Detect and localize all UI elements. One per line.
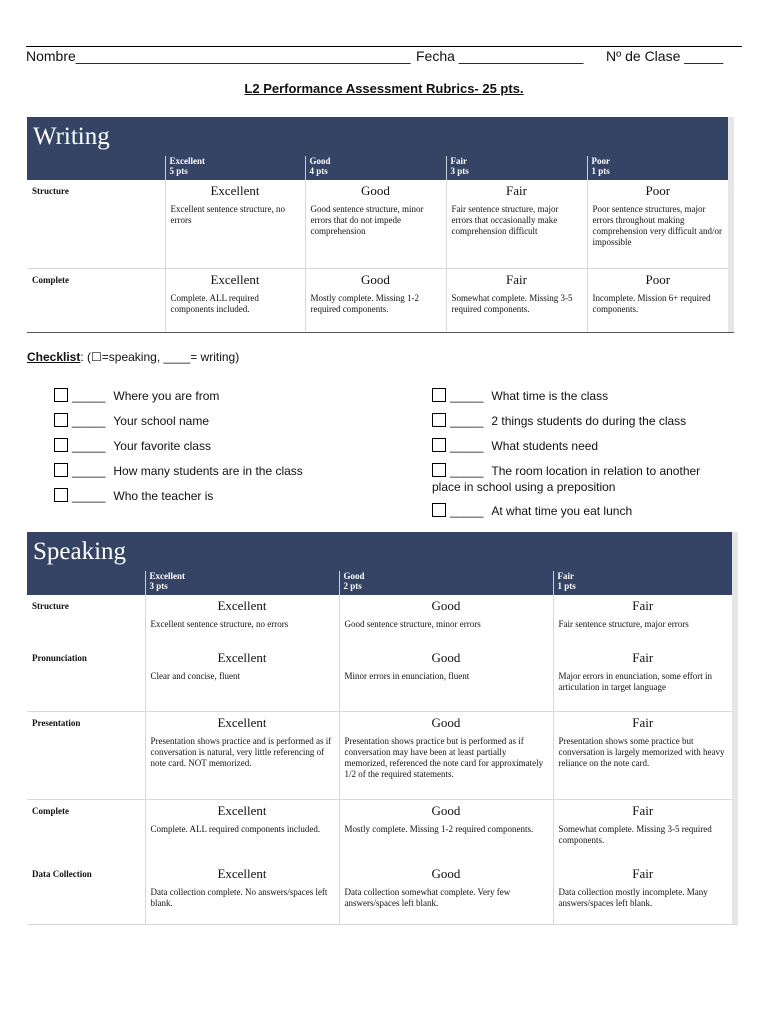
col-label: Fair xyxy=(557,571,574,581)
rubric-cell[interactable] xyxy=(553,711,732,799)
rubric-cell[interactable] xyxy=(165,268,305,331)
cell-title: Poor xyxy=(645,271,671,287)
cell-desc: Presentation shows some practice but conversation is largely memorized with heavy reliance on the note card. xyxy=(558,735,725,768)
row-label: Pronunciation xyxy=(32,653,87,663)
row-label: Structure xyxy=(32,601,69,611)
cell-desc: Somewhat complete. Missing 3-5 required components. xyxy=(451,292,573,314)
cell-title: Poor xyxy=(645,183,671,198)
col-pts: 4 pts xyxy=(309,166,328,176)
row-label: Presentation xyxy=(32,717,81,728)
rubric-cell[interactable] xyxy=(339,595,553,647)
row-label: Structure xyxy=(32,186,69,196)
checklist-item-text: What students need xyxy=(491,439,599,453)
checkbox-icon[interactable] xyxy=(54,438,68,452)
cell-desc: Clear and concise, fluent xyxy=(150,671,240,681)
row-label: Complete xyxy=(32,805,69,816)
col-label: Good xyxy=(343,571,365,581)
rubric-cell[interactable] xyxy=(446,180,587,268)
cell-title: Good xyxy=(361,183,390,198)
blank-line: _____ xyxy=(450,464,484,478)
fecha-field[interactable]: Fecha ________________ xyxy=(416,48,584,64)
cell-title: Excellent xyxy=(217,802,267,818)
checkbox-icon[interactable] xyxy=(432,463,446,477)
col-label: Excellent xyxy=(149,571,185,581)
cell-desc: Somewhat complete. Missing 3-5 required components. xyxy=(558,823,712,845)
checklist-legend: : (☐=speaking, ____= writing) xyxy=(80,350,240,364)
col-pts: 2 pts xyxy=(343,581,362,591)
rubric-cell[interactable] xyxy=(553,799,732,863)
writing-scrollbar[interactable] xyxy=(728,117,734,332)
writing-col-excellent xyxy=(165,156,305,180)
col-pts: 3 pts xyxy=(450,166,469,176)
speaking-row-complete xyxy=(27,799,732,863)
row-label-cell xyxy=(27,647,145,711)
rubric-cell[interactable] xyxy=(339,863,553,925)
rubric-cell[interactable] xyxy=(165,180,305,268)
cell-desc: Minor errors in enunciation, fluent xyxy=(344,671,470,681)
cell-desc: Presentation shows practice but is performed as if conversation may have been at least partially memorized, referenced the note card for approximately 1/2 of the required statements. xyxy=(344,735,544,779)
cell-title: Excellent xyxy=(210,271,260,287)
row-label: Complete xyxy=(32,274,69,285)
rubric-cell[interactable] xyxy=(145,647,339,711)
checklist-item-text: What time is the class xyxy=(491,389,609,403)
cell-desc: Data collection mostly incomplete. Many answers/spaces left blank. xyxy=(558,887,708,908)
col-pts: 1 pts xyxy=(591,166,610,176)
cell-title: Excellent xyxy=(217,714,267,730)
checklist-item[interactable] xyxy=(432,438,598,454)
cell-title: Good xyxy=(431,598,461,613)
cell-title: Good xyxy=(431,650,461,665)
writing-header-row xyxy=(27,156,728,180)
checklist-item[interactable] xyxy=(432,413,686,429)
row-label-cell xyxy=(27,799,145,863)
rubric-cell[interactable] xyxy=(339,711,553,799)
checkbox-icon[interactable] xyxy=(54,463,68,477)
checklist-item[interactable] xyxy=(54,413,209,429)
blank-line: _____ xyxy=(450,389,484,403)
cell-title: Excellent xyxy=(217,866,267,881)
checklist-item-text: How many students are in the class xyxy=(113,464,303,478)
page-title xyxy=(0,81,768,96)
row-label: Data Collection xyxy=(32,869,92,879)
speaking-row-pronunciation xyxy=(27,647,732,711)
col-pts: 1 pts xyxy=(557,581,576,591)
checklist-item[interactable] xyxy=(432,503,632,519)
checkbox-icon[interactable] xyxy=(432,503,446,517)
rubric-cell[interactable] xyxy=(553,647,732,711)
checklist-item-text: 2 things students do during the class xyxy=(491,414,687,428)
cell-desc: Mostly complete. Missing 1-2 required components. xyxy=(310,292,419,314)
checklist-item-text: Where you are from xyxy=(113,389,220,403)
checkbox-icon[interactable] xyxy=(54,413,68,427)
page-title-text: L2 Performance Assessment Rubrics- 25 pts. xyxy=(244,81,524,96)
rubric-cell[interactable] xyxy=(446,268,587,331)
rubric-cell[interactable] xyxy=(339,647,553,711)
checklist-item-text: At what time you eat lunch xyxy=(491,504,633,518)
speaking-row-structure xyxy=(27,595,732,647)
nombre-field[interactable]: Nombre___________________________________________ xyxy=(26,48,411,64)
header-fields xyxy=(26,48,742,64)
writing-row-structure xyxy=(27,180,728,268)
blank-line: _____ xyxy=(450,414,484,428)
checklist-item[interactable] xyxy=(54,388,219,404)
cell-desc: Good sentence structure, minor errors that do not impede comprehension xyxy=(310,204,424,236)
cell-desc: Data collection complete. No answers/spaces left blank. xyxy=(150,887,328,908)
cell-title: Fair xyxy=(506,271,527,287)
cell-desc: Excellent sentence structure, no errors xyxy=(150,619,289,629)
blank-line: _____ xyxy=(450,504,484,518)
checklist-item-text: Your school name xyxy=(113,414,209,428)
writing-col-poor xyxy=(587,156,728,180)
speaking-heading: Speaking xyxy=(27,532,738,571)
cell-title: Good xyxy=(431,866,461,881)
cell-desc: Complete. ALL required components included. xyxy=(170,292,259,314)
cell-desc: Presentation shows practice and is performed as if conversation is natural, very little referencing of note card. NOT memorized. xyxy=(150,735,332,768)
checklist-label xyxy=(27,350,239,364)
speaking-row-presentation xyxy=(27,711,732,799)
header-rule xyxy=(26,46,742,47)
speaking-row-data-collection xyxy=(27,863,732,925)
checklist-item[interactable] xyxy=(54,463,303,479)
checkbox-icon[interactable] xyxy=(432,388,446,402)
row-label-cell xyxy=(27,863,145,925)
cell-title: Fair xyxy=(632,714,654,730)
rubric-cell[interactable] xyxy=(145,711,339,799)
rubric-cell[interactable] xyxy=(587,268,728,331)
row-label-cell xyxy=(27,595,145,647)
checklist-item-text: Who the teacher is xyxy=(113,489,214,503)
cell-desc: Good sentence structure, minor errors xyxy=(344,619,481,629)
checklist-item-text: The room location in relation to another place in school using a preposition xyxy=(432,464,701,494)
rubric-cell[interactable] xyxy=(553,863,732,925)
col-label: Excellent xyxy=(169,156,205,166)
col-pts: 3 pts xyxy=(149,581,168,591)
rubric-cell[interactable] xyxy=(305,268,446,331)
blank-line: _____ xyxy=(72,389,106,403)
cell-title: Excellent xyxy=(210,183,260,198)
speaking-col-fair xyxy=(553,571,732,595)
writing-col-good xyxy=(305,156,446,180)
cell-title: Fair xyxy=(632,650,654,665)
rubric-cell[interactable] xyxy=(339,799,553,863)
cell-desc: Mostly complete. Missing 1-2 required components. xyxy=(344,823,534,834)
writing-table xyxy=(27,156,728,331)
row-label-cell xyxy=(27,180,165,268)
col-label: Fair xyxy=(450,156,467,166)
blank-line: _____ xyxy=(72,414,106,428)
writing-corner xyxy=(27,156,165,180)
checklist-item[interactable] xyxy=(432,463,732,495)
col-pts: 5 pts xyxy=(169,166,188,176)
writing-rubric xyxy=(27,117,734,333)
cell-desc: Complete. ALL required components included. xyxy=(150,823,321,834)
rubric-cell[interactable] xyxy=(553,595,732,647)
row-label-cell xyxy=(27,268,165,331)
row-label-cell xyxy=(27,711,145,799)
cell-title: Fair xyxy=(632,802,654,818)
cell-title: Fair xyxy=(506,183,527,198)
cell-title: Fair xyxy=(632,598,654,613)
cell-title: Good xyxy=(361,271,390,287)
checklist-title: Checklist xyxy=(27,350,81,364)
speaking-col-good xyxy=(339,571,553,595)
speaking-scrollbar[interactable] xyxy=(732,532,738,924)
col-label: Poor xyxy=(591,156,610,166)
checkbox-icon[interactable] xyxy=(432,438,446,452)
clase-field[interactable]: Nº de Clase _____ xyxy=(606,48,724,64)
cell-desc: Poor sentence structures, major errors throughout making comprehension very difficult and/or impossible xyxy=(592,204,723,247)
writing-col-fair xyxy=(446,156,587,180)
rubric-cell[interactable] xyxy=(145,863,339,925)
cell-desc: Incomplete. Mission 6+ required components. xyxy=(592,292,711,314)
checkbox-icon[interactable] xyxy=(54,388,68,402)
checkbox-icon[interactable] xyxy=(432,413,446,427)
rubric-cell[interactable] xyxy=(145,595,339,647)
writing-heading: Writing xyxy=(27,117,734,156)
rubric-cell[interactable] xyxy=(145,799,339,863)
cell-title: Excellent xyxy=(217,598,267,613)
cell-desc: Excellent sentence structure, no errors xyxy=(170,204,285,225)
cell-title: Good xyxy=(431,714,461,730)
blank-line: _____ xyxy=(72,464,106,478)
checklist-item[interactable] xyxy=(54,438,211,454)
cell-desc: Major errors in enunciation, some effort in articulation in target language xyxy=(558,671,713,692)
col-label: Good xyxy=(309,156,331,166)
speaking-table xyxy=(27,571,732,925)
checklist-item-text: Your favorite class xyxy=(113,439,211,453)
speaking-rubric xyxy=(27,532,738,925)
cell-desc: Data collection somewhat complete. Very few answers/spaces left blank. xyxy=(344,887,511,908)
checklist-item[interactable] xyxy=(432,388,608,404)
rubric-cell[interactable] xyxy=(305,180,446,268)
cell-desc: Fair sentence structure, major errors xyxy=(558,619,689,629)
rubric-cell[interactable] xyxy=(587,180,728,268)
checklist-item[interactable] xyxy=(54,488,213,504)
speaking-col-excellent xyxy=(145,571,339,595)
blank-line: _____ xyxy=(450,439,484,453)
cell-desc: Fair sentence structure, major errors that occasionally make comprehension difficult xyxy=(451,204,559,236)
cell-title: Good xyxy=(431,802,461,818)
cell-title: Excellent xyxy=(217,650,267,665)
blank-line: _____ xyxy=(72,489,106,503)
speaking-corner xyxy=(27,571,145,595)
writing-row-complete xyxy=(27,268,728,331)
speaking-header-row xyxy=(27,571,732,595)
cell-title: Fair xyxy=(632,866,654,881)
checkbox-icon[interactable] xyxy=(54,488,68,502)
blank-line: _____ xyxy=(72,439,106,453)
